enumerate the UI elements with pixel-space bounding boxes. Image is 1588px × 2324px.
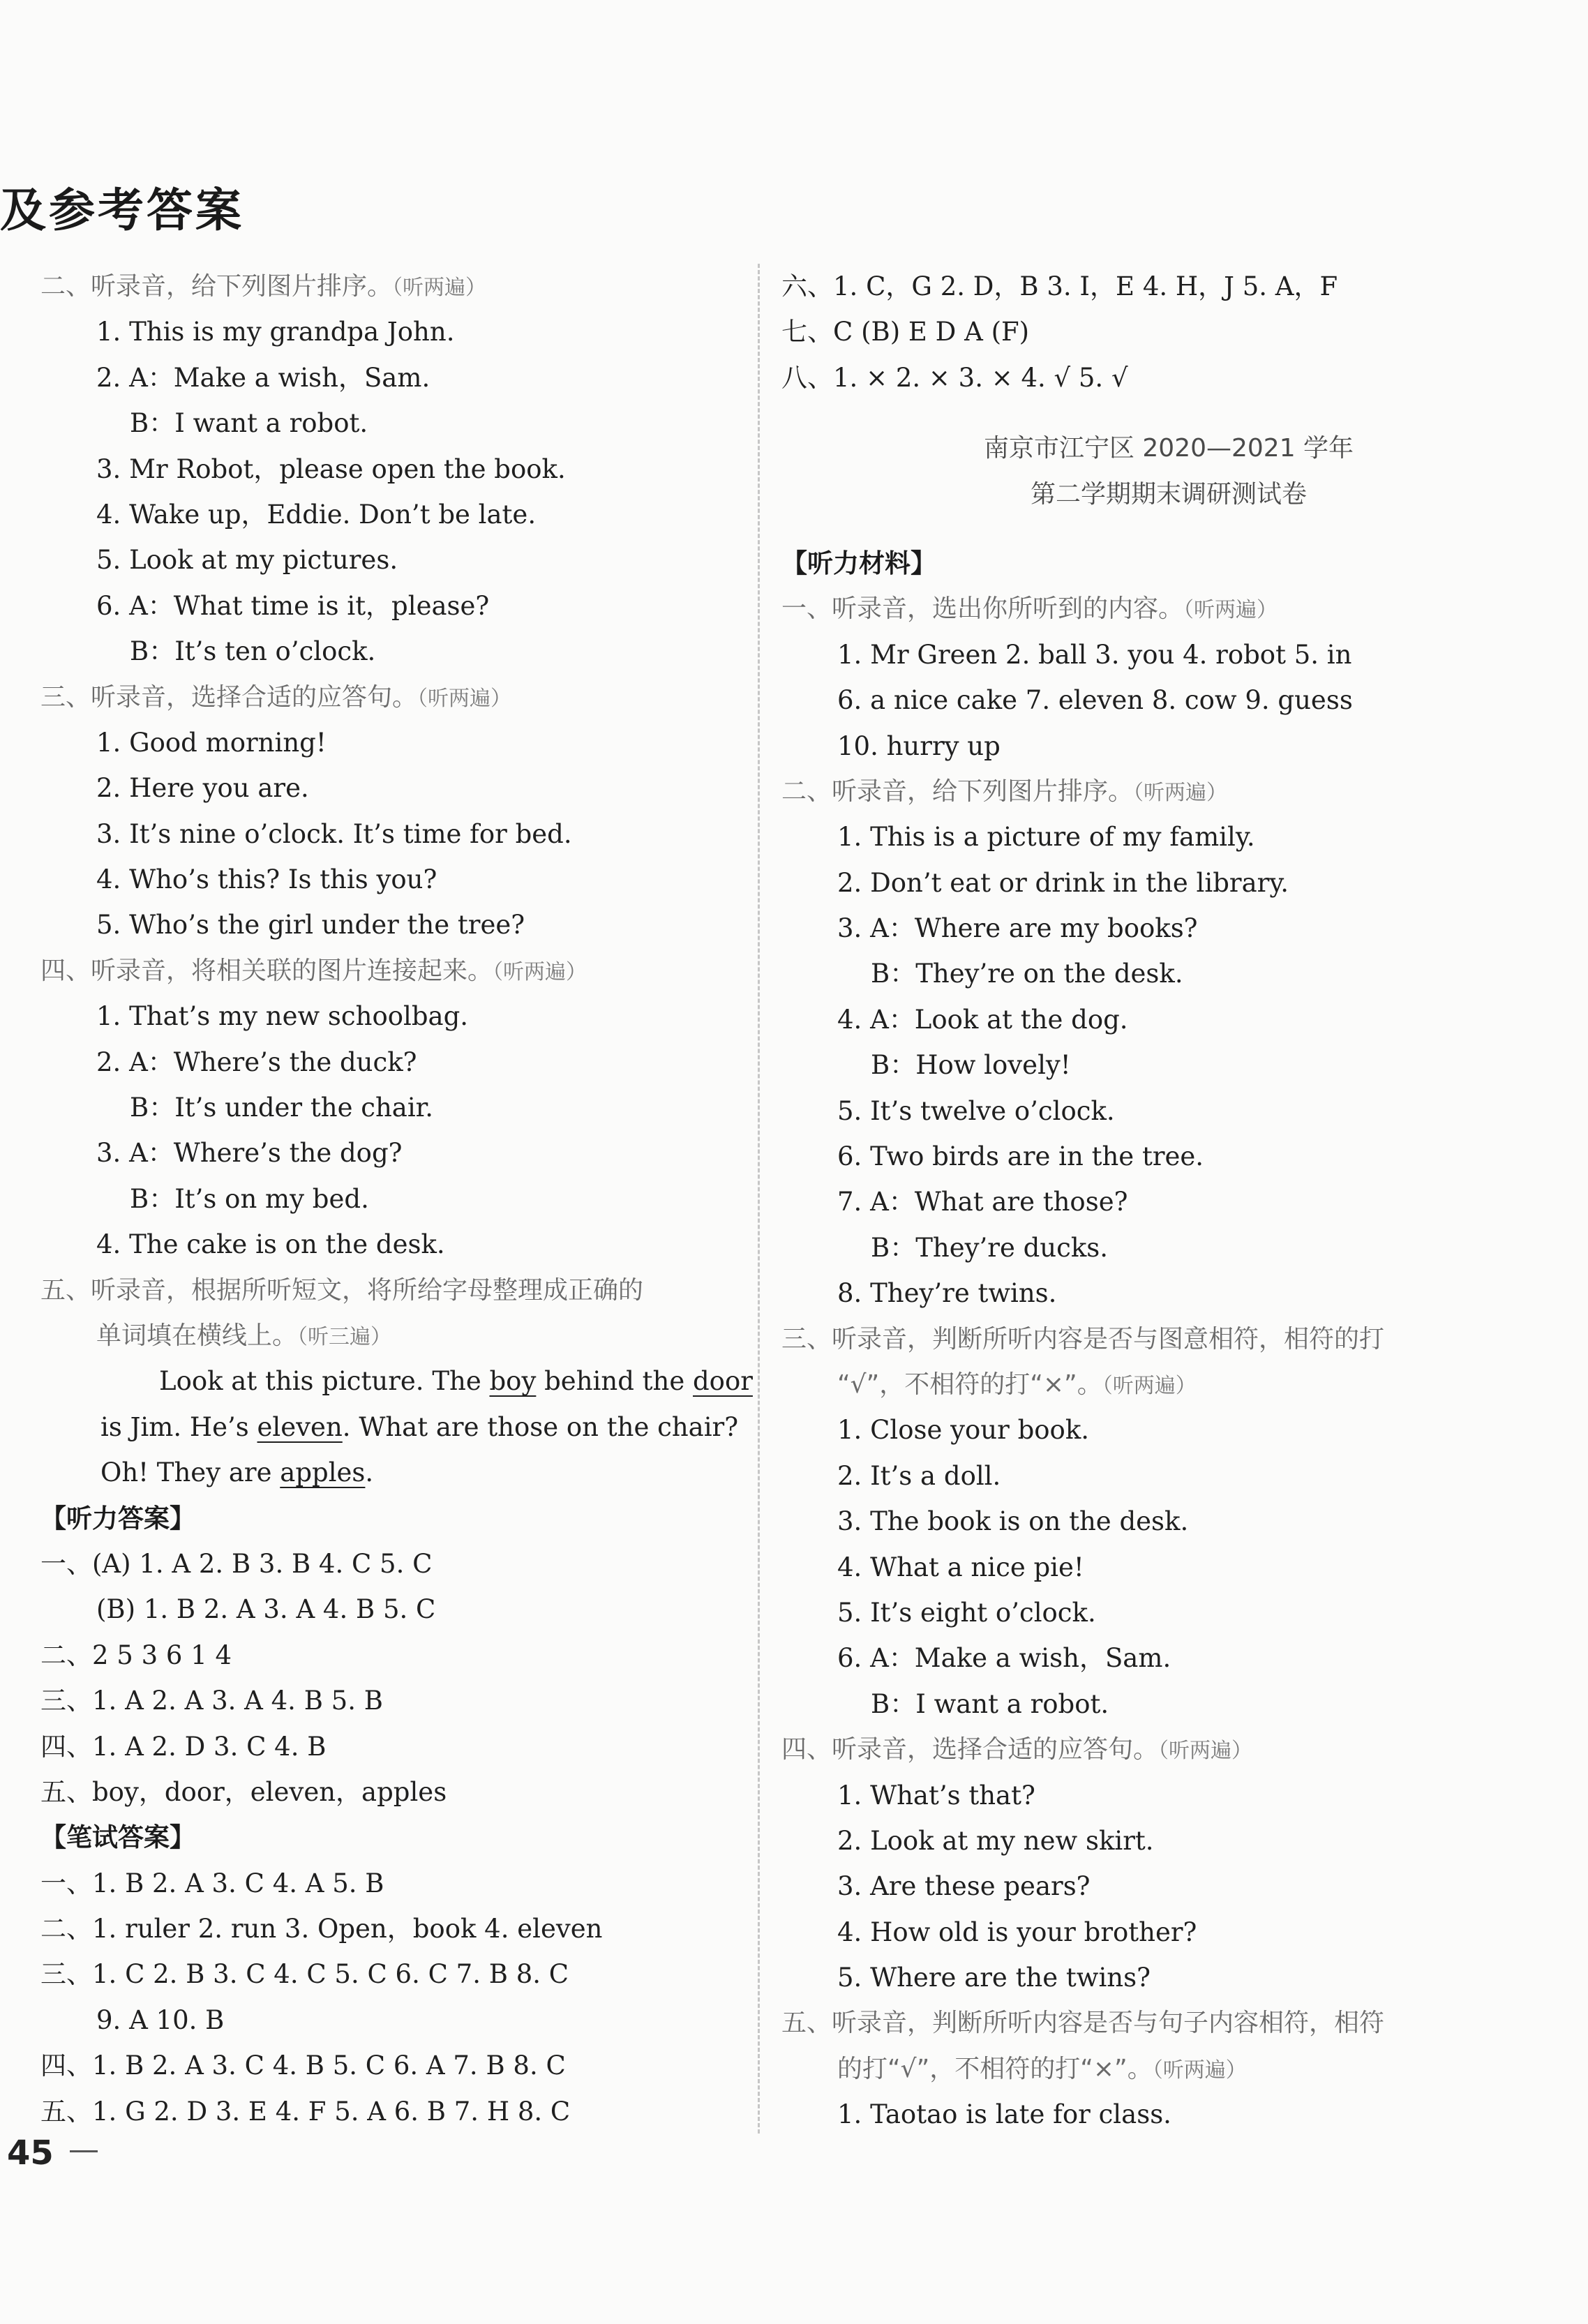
line-text: 七、C (B) E D A (F)	[781, 317, 1030, 347]
text-line	[781, 1042, 1556, 1088]
line-text: B：It’s under the chair.	[130, 1093, 434, 1123]
line-text: 6. Two birds are in the tree.	[837, 1141, 1204, 1172]
exam-title-line1: 南京市江宁区 2020—2021 学年	[983, 434, 1354, 463]
line-text: 4. A：Look at the dog.	[837, 1004, 1128, 1035]
text-line	[40, 1222, 731, 1267]
passage	[40, 1358, 753, 1495]
line-text: 四、1. A 2. D 3. C 4. B	[40, 1731, 327, 1762]
line-text: 2. Look at my new skirt.	[837, 1825, 1154, 1856]
line-text: 1. This is a picture of my family.	[837, 822, 1255, 853]
line-text: 5. It’s twelve o’clock.	[837, 1095, 1115, 1126]
line-text: 1. Good morning!	[96, 727, 327, 758]
text-line	[781, 1635, 1556, 1681]
line-text: 二、2 5 3 6 1 4	[40, 1640, 232, 1670]
line-text: 四、1. B 2. A 3. C 4. B 5. C 6. A 7. B 8. C	[40, 2051, 566, 2081]
text-line	[40, 857, 731, 902]
text-line	[781, 814, 1556, 860]
line-text: 二、听录音，给下列图片排序。	[40, 272, 393, 301]
line-text: 1. Close your book.	[837, 1415, 1090, 1446]
passage-text: behind the	[536, 1366, 693, 1397]
line-text: 三、1. A 2. A 3. A 4. B 5. B	[40, 1686, 383, 1716]
line-text: 的打“√”，不相符的打“×”。	[837, 2054, 1153, 2083]
text-line	[40, 492, 731, 537]
line-text: B：They’re on the desk.	[871, 959, 1183, 989]
line-text: 8. They’re twins.	[837, 1278, 1057, 1309]
text-line	[781, 677, 1556, 723]
line-text: 4. How old is your brother?	[837, 1917, 1197, 1947]
text-line	[40, 400, 731, 446]
line-text: 6. a nice cake 7. eleven 8. cow 9. guess	[837, 685, 1353, 716]
page-number-dash	[70, 2150, 98, 2152]
line-text: 6. A：What time is it，please?	[96, 590, 490, 621]
line-text: 9. A 10. B	[96, 2004, 225, 2035]
line-text: 单词填在横线上。	[96, 1321, 298, 1350]
text-line	[781, 1453, 1556, 1499]
line-text: 八、1. × 2. × 3. × 4. √ 5. √	[781, 362, 1128, 393]
repeat-note: （听两遍）	[1183, 598, 1278, 623]
text-line	[40, 1496, 731, 1541]
text-line	[781, 1407, 1556, 1453]
line-text: 4. Who’s this? Is this you?	[96, 864, 437, 895]
text-line	[40, 675, 731, 720]
right-column	[781, 264, 1556, 2138]
text-line	[781, 860, 1556, 906]
answer-word: boy	[489, 1366, 537, 1397]
text-line	[781, 951, 1556, 996]
line-text: 1. Taotao is late for class.	[837, 2099, 1171, 2130]
right-listening-material	[781, 541, 1556, 2138]
line-text: B：It’s ten o’clock.	[130, 636, 376, 667]
text-line	[781, 1317, 1556, 1362]
repeat-note: （听两遍）	[417, 686, 512, 711]
text-line	[40, 1130, 731, 1176]
repeat-note: （听两遍）	[493, 959, 587, 984]
line-text: 3. A：Where are my books?	[837, 913, 1198, 944]
passage-line	[40, 1358, 753, 1404]
text-line	[40, 1724, 731, 1769]
line-text: 3. Mr Robot，please open the book.	[96, 453, 566, 484]
line-text: 五、boy，door，eleven，apples	[40, 1776, 447, 1807]
text-line	[40, 1678, 731, 1723]
repeat-note: （听两遍）	[1152, 2057, 1247, 2083]
text-line	[40, 1587, 731, 1632]
line-text: 2. A：Make a wish，Sam.	[96, 362, 430, 393]
line-text: 【听力材料】	[781, 548, 936, 578]
text-line	[40, 629, 731, 674]
repeat-note: （听三遍）	[297, 1324, 392, 1349]
text-line	[781, 1681, 1556, 1727]
text-line	[40, 2089, 731, 2134]
text-line	[40, 1906, 731, 1951]
line-text: 1. This is my grandpa John.	[96, 317, 455, 347]
text-line	[781, 1270, 1556, 1316]
line-text: 三、听录音，判断所听内容是否与图意相符，相符的打	[781, 1324, 1385, 1354]
line-text: 2. Here you are.	[96, 773, 309, 804]
exam-title-line2: 第二学期期末调研测试卷	[1030, 479, 1307, 509]
line-text: (B) 1. B 2. A 3. A 4. B 5. C	[96, 1594, 436, 1625]
line-text: 五、听录音，判断所听内容是否与句子内容相符，相符	[781, 2009, 1385, 2038]
passage-text: .	[365, 1457, 374, 1488]
repeat-note: （听两遍）	[392, 276, 487, 300]
line-text: B：How lovely!	[871, 1050, 1071, 1081]
line-text: 5. It’s eight o’clock.	[837, 1597, 1096, 1628]
line-text: “√”，不相符的打“×”。	[837, 1370, 1102, 1399]
text-line	[781, 1545, 1556, 1590]
passage-text: Look at this picture. The	[159, 1366, 490, 1397]
text-line	[40, 1769, 731, 1815]
text-line	[40, 811, 731, 857]
line-text: 四、听录音，选择合适的应答句。	[781, 1735, 1159, 1764]
line-text: 【听力答案】	[40, 1503, 195, 1534]
text-line	[781, 769, 1556, 814]
text-line	[40, 1313, 731, 1358]
line-text: 3. The book is on the desk.	[837, 1506, 1189, 1537]
line-text: 1. What’s that?	[837, 1780, 1035, 1811]
line-text: B：It’s on my bed.	[130, 1183, 369, 1214]
text-line	[781, 2092, 1556, 2137]
line-text: 【笔试答案】	[40, 1822, 195, 1853]
text-line	[40, 537, 731, 583]
repeat-note: （听两遍）	[1102, 1373, 1197, 1398]
text-line	[40, 355, 731, 400]
line-text: 7. A：What are those?	[837, 1187, 1128, 1217]
left-column	[40, 264, 753, 2134]
passage-text: is Jim. He’s	[100, 1411, 257, 1442]
answer-word: apples	[280, 1457, 366, 1488]
passage-line	[40, 1404, 739, 1450]
text-line	[781, 1499, 1556, 1544]
line-text: 3. It’s nine o’clock. It’s time for bed.	[96, 818, 572, 849]
text-line	[40, 447, 731, 492]
text-line	[781, 1818, 1556, 1864]
text-line	[40, 948, 731, 994]
line-text: B：I want a robot.	[871, 1688, 1109, 1719]
repeat-note: （听两遍）	[1133, 780, 1228, 805]
line-text: B：I want a robot.	[130, 408, 368, 439]
text-line	[40, 1951, 731, 1997]
line-text: 4. What a nice pie!	[837, 1552, 1084, 1582]
text-line	[40, 1541, 731, 1587]
line-text: 5. Look at my pictures.	[96, 545, 398, 576]
text-line	[40, 720, 731, 765]
text-line	[781, 1590, 1556, 1635]
text-line	[40, 1040, 731, 1085]
text-line	[40, 1633, 731, 1678]
text-line	[40, 264, 731, 309]
line-text: B：They’re ducks.	[871, 1232, 1109, 1263]
line-text: 三、听录音，选择合适的应答句。	[40, 682, 418, 712]
text-line	[781, 1955, 1556, 2000]
line-text: 4. Wake up，Eddie. Don’t be late.	[96, 499, 537, 530]
column-divider	[758, 264, 760, 2134]
text-line	[781, 1773, 1556, 1818]
text-line	[40, 1268, 731, 1313]
line-text: 一、1. B 2. A 3. C 4. A 5. B	[40, 1868, 384, 1898]
line-text: 五、1. G 2. D 3. E 4. F 5. A 6. B 7. H 8. C	[40, 2096, 571, 2127]
text-line	[781, 1179, 1556, 1224]
line-text: 6. A：Make a wish，Sam.	[837, 1643, 1171, 1674]
line-text: 三、1. C 2. B 3. C 4. C 5. C 6. C 7. B 8. C	[40, 1959, 569, 1990]
text-line	[781, 724, 1556, 769]
text-line	[781, 264, 1556, 309]
line-text: 10. hurry up	[837, 730, 1001, 761]
text-line	[40, 583, 731, 629]
text-line	[40, 994, 731, 1039]
passage-text: . What are those on the chair?	[342, 1411, 739, 1442]
line-text: 五、听录音，根据所听短文，将所给字母整理成正确的	[40, 1275, 644, 1305]
text-line	[781, 1727, 1556, 1772]
passage-text: Oh! They are	[100, 1457, 280, 1488]
left-listening-material	[40, 264, 731, 1358]
text-line	[40, 1085, 731, 1130]
text-line	[781, 632, 1556, 677]
line-text: 四、听录音，将相关联的图片连接起来。	[40, 956, 493, 985]
line-text: 六、1. C，G 2. D，B 3. I，E 4. H，J 5. A，F	[781, 271, 1338, 301]
text-line	[781, 1910, 1556, 1955]
line-text: 5. Who’s the girl under the tree?	[96, 910, 525, 940]
line-text: 5. Where are the twins?	[837, 1963, 1151, 1993]
text-line	[781, 2000, 1556, 2046]
text-line	[781, 906, 1556, 951]
line-text: 2. Don’t eat or drink in the library.	[837, 867, 1289, 898]
answer-word: door	[693, 1366, 753, 1397]
text-line	[40, 1815, 731, 1860]
line-text: 二、听录音，给下列图片排序。	[781, 777, 1134, 806]
line-text: 4. The cake is on the desk.	[96, 1229, 445, 1260]
text-line	[781, 1088, 1556, 1134]
text-line	[781, 1134, 1556, 1179]
line-text: 一、听录音，选出你所听到的内容。	[781, 594, 1184, 624]
answer-word: eleven	[257, 1411, 343, 1442]
line-text: 一、(A) 1. A 2. B 3. B 4. C 5. C	[40, 1548, 433, 1579]
page-number: 45	[7, 2134, 54, 2173]
text-line	[781, 586, 1556, 631]
text-line	[781, 1362, 1556, 1407]
right-top-answers	[781, 264, 1556, 400]
text-line	[781, 997, 1556, 1042]
line-text: 3. A：Where’s the dog?	[96, 1138, 403, 1169]
text-line	[40, 902, 731, 947]
text-line	[781, 2046, 1556, 2092]
text-line	[40, 309, 731, 354]
text-line	[40, 765, 731, 811]
text-line	[40, 2043, 731, 2088]
text-line	[40, 1861, 731, 1906]
text-line	[40, 1176, 731, 1222]
text-line	[781, 1225, 1556, 1270]
line-text: 2. It’s a doll.	[837, 1460, 1001, 1491]
line-text: 2. A：Where’s the duck?	[96, 1047, 417, 1077]
text-line	[781, 309, 1556, 354]
left-answers	[40, 1496, 731, 2134]
passage-line	[40, 1450, 731, 1495]
repeat-note: （听两遍）	[1158, 1739, 1253, 1764]
line-text: 二、1. ruler 2. run 3. Open，book 4. eleven	[40, 1914, 603, 1944]
line-text: 1. Mr Green 2. ball 3. you 4. robot 5. in	[837, 639, 1352, 670]
exam-title	[781, 426, 1556, 517]
text-line	[781, 541, 1556, 586]
text-line	[781, 1864, 1556, 1909]
text-line	[781, 355, 1556, 400]
line-text: 3. Are these pears?	[837, 1871, 1091, 1902]
line-text: 1. That’s my new schoolbag.	[96, 1001, 469, 1032]
text-line	[40, 1997, 731, 2043]
page-title: 及参考答案	[0, 183, 244, 237]
